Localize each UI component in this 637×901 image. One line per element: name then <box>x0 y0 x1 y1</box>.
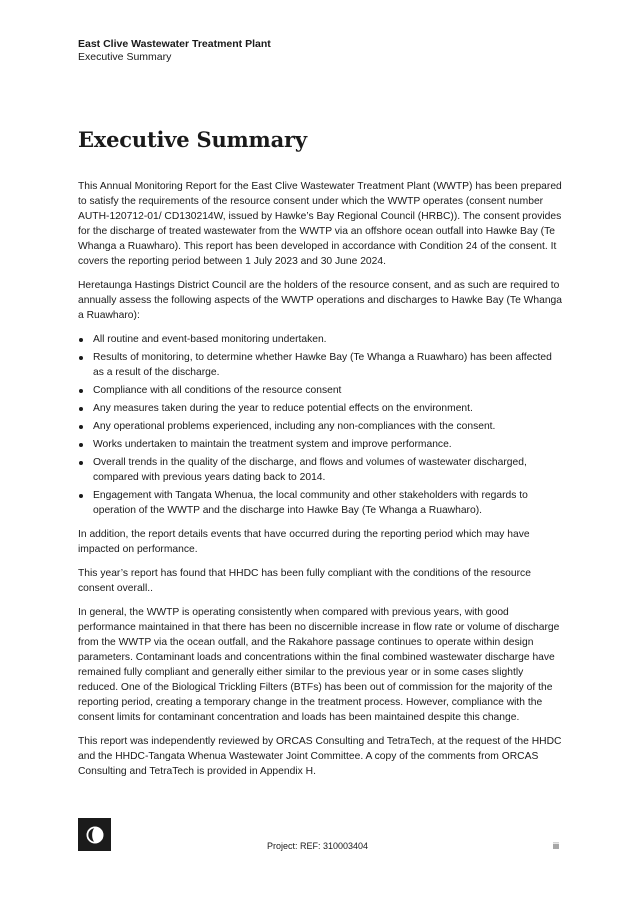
paragraph: This year’s report has found that HHDC has been fully compliant with the conditions of the resource consent overall.. <box>78 568 531 594</box>
page-header <box>78 38 271 64</box>
header-section-name: Executive Summary <box>78 51 172 63</box>
paragraph: In addition, the report details events that have occurred during the reporting period which may have impacted on performance. <box>78 529 530 555</box>
bullet-item: Works undertaken to maintain the treatment system and improve performance. <box>78 437 565 452</box>
company-logo-icon <box>78 818 111 851</box>
bullet-item: All routine and event-based monitoring undertaken. <box>78 332 565 347</box>
bullet-item: Any operational problems experienced, including any non-compliances with the consent. <box>78 419 565 434</box>
bullet-item: Engagement with Tangata Whenua, the local community and other stakeholders with regards to operation of the WWTP and the discharge into Hawke Bay (Te Whanga a Ruawharo). <box>78 488 565 518</box>
bullet-item: Any measures taken during the year to reduce potential effects on the environment. <box>78 401 565 416</box>
footer-page-number: iii <box>553 841 559 851</box>
footer-project-ref: Project: REF: 310003404 <box>267 841 369 851</box>
bullet-list <box>78 332 565 518</box>
header-project-name: East Clive Wastewater Treatment Plant <box>78 38 271 50</box>
paragraph: Heretaunga Hastings District Council are the holders of the resource consent, and as such are required to annually assess the following aspects of the WWTP operations and discharges to Hawke Bay (Te Whanga a Ruawharo): <box>78 280 563 321</box>
page-title: Executive Summary <box>78 127 307 152</box>
document-body <box>78 179 565 788</box>
paragraph: This report was independently reviewed by ORCAS Consulting and TetraTech, at the request of the HHDC and the HHDC-Tangata Whenua Wastewater Joint Committee. A copy of the comments from ORCAS Consulting and TetraTech is provided in Appendix H. <box>78 736 562 777</box>
bullet-item: Overall trends in the quality of the discharge, and flows and volumes of wastewater discharged, compared with previous years dating back to 2014. <box>78 455 565 485</box>
bullet-item: Results of monitoring, to determine whether Hawke Bay (Te Whanga a Ruawharo) has been affected as a result of the discharge. <box>78 350 565 380</box>
bullet-item: Compliance with all conditions of the resource consent <box>78 383 565 398</box>
paragraph: This Annual Monitoring Report for the East Clive Wastewater Treatment Plant (WWTP) has been prepared to satisfy the requirements of the resource consent under which the WWTP operates (consent number AUTH-120712-01/ CD130214W, issued by Hawke’s Bay Regional Council (HRBC)). The consent provides for the discharge of treated wastewater from the WWTP via an offshore ocean outfall into Hawke Bay (Te Whanga a Ruawharo). This report has been developed in accordance with Condition 24 of the consent. It covers the reporting period between 1 July 2023 and 30 June 2024. <box>78 181 562 267</box>
paragraph: In general, the WWTP is operating consistently when compared with previous years, with good performance maintained in that there has been no discernible increase in flow rate or volume of discharge from the WWTP via the ocean outfall, and the Rakahore passage continues to operate within design parameters. Contaminant loads and concentrations within the final combined wastewater discharge have remained fully compliant and generally either similar to the previous year or in some cases slightly reduced. One of the Biological Trickling Filters (BTFs) has been out of commission for the majority of the reporting period, creating a temporary change in the treatment process. However, compliance with the consent limits for contaminant concentration and loads has been maintained despite this change. <box>78 607 560 723</box>
logo-mark-icon <box>85 825 105 845</box>
